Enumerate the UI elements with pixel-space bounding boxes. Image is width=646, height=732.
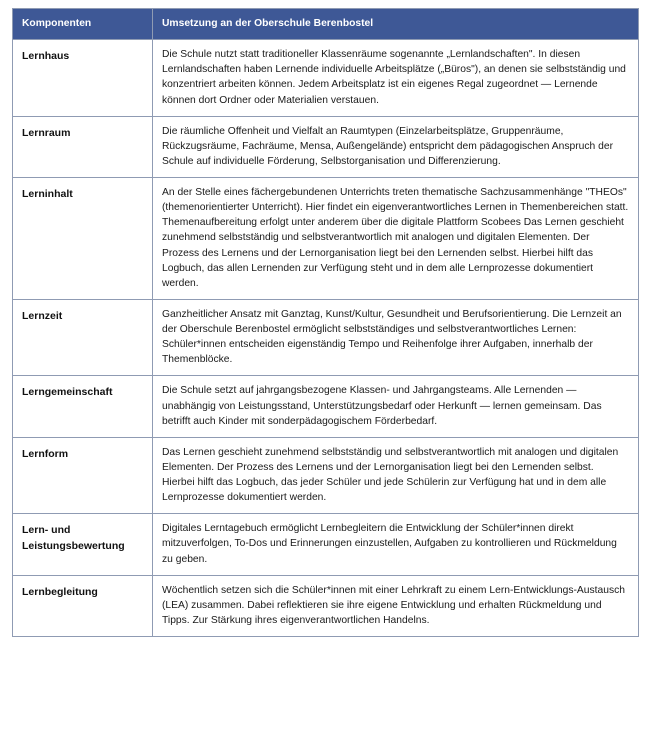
row-description: Die Schule nutzt statt traditioneller Klassenräume sogenannte „Lernlandschaften". In diesen Lernlandschaften haben Lernende individuelle Arbeitsplätze („Büros"), an denen sie selbstständig und konzentriert arbeiten können. Jedem Arbeitsplatz ist ein eigenes Regal zugeordnet — Lernende können dort Ordner oder Materialien verstauen. [153,40,639,117]
row-key: Lernhaus [13,40,153,117]
row-description: Die Schule setzt auf jahrgangsbezogene Klassen- und Jahrgangsteams. Alle Lernenden — unabhängig von Leistungsstand, Unterstützungsbedarf oder Herkunft — lernen gemeinsam. Das betrifft auch Kinder mit sonderpädagogischem Förderbedarf. [153,376,639,437]
table-row [13,514,639,575]
row-key: Lernzeit [13,299,153,376]
row-description: Digitales Lerntagebuch ermöglicht Lernbegleitern die Entwicklung der Schüler*innen direkt mitzuverfolgen, To-Dos und Erinnerungen einzustellen, Aufgaben zu kontrollieren und Rückmeldung zu geben. [153,514,639,575]
components-table [12,8,639,637]
table-row [13,376,639,437]
row-key: Lerninhalt [13,178,153,300]
row-description: Die räumliche Offenheit und Vielfalt an Raumtypen (Einzelarbeitsplätze, Gruppenräume, Rückzugsräume, Fachräume, Mensa, Außengelände) entspricht dem pädagogischen Anspruch der Schule auf individuelle Förderung, Selbstorganisation und Differenzierung. [153,116,639,177]
table-row [13,116,639,177]
row-key: Lerngemeinschaft [13,376,153,437]
table-row [13,40,639,117]
row-description: Das Lernen geschieht zunehmend selbstständig und selbstverantwortlich mit analogen und digitalen Elementen. Der Prozess des Lernens und der Lernorganisation liegt bei den Lernenden selbst. Hierbei hilft das Logbuch, das jeder Schüler und jede Schülerin zur Verfügung hat und in dem alle Lernprozesse dokumentiert werden. [153,437,639,514]
row-description: An der Stelle eines fächergebundenen Unterrichts treten thematische Sachzusammenhänge "THEOs" (themenorientierter Unterricht). Hier findet ein eigenverantwortliches Lernen in Themenbereichen statt. Themenaufbereitung erfolgt unter anderem über die digitale Plattform Scobees Das Lernen geschieht zunehmend selbstständig und selbstverantwortlich mit analogen und digitalen Elementen. Der Prozess des Lernens und der Lernorganisation liegt bei den Lernenden selbst. Hierbei hilft das Logbuch, das allen Lernenden zur Verfügung steht und in dem alle Lernprozesse dokumentiert werden. [153,178,639,300]
table-header [13,9,639,40]
table-header-row [13,9,639,40]
row-key: Lern- und Leistungsbewertung [13,514,153,575]
column-header-komponenten: Komponenten [13,9,153,40]
table-body [13,40,639,637]
row-description: Ganzheitlicher Ansatz mit Ganztag, Kunst/Kultur, Gesundheit und Berufsorientierung. Die Lernzeit an der Oberschule Berenbostel ermöglicht selbstständiges und selbstverantwortliches Lernen: Schüler*innen entscheiden eigenständig Tempo und Reihenfolge ihrer Aufgaben, innerhalb der Themenblöcke. [153,299,639,376]
table-row [13,437,639,514]
table-row [13,299,639,376]
row-key: Lernraum [13,116,153,177]
row-description: Wöchentlich setzen sich die Schüler*innen mit einer Lehrkraft zu einem Lern-Entwicklungs-Austausch (LEA) zusammen. Dabei reflektieren sie ihre eigene Entwicklung und erhalten Rückmeldung und Tipps. Zur Stärkung ihres eigenverantwortlichen Handelns. [153,575,639,636]
table-row [13,575,639,636]
table-row [13,178,639,300]
row-key: Lernform [13,437,153,514]
column-header-umsetzung: Umsetzung an der Oberschule Berenbostel [153,9,639,40]
row-key: Lernbegleitung [13,575,153,636]
